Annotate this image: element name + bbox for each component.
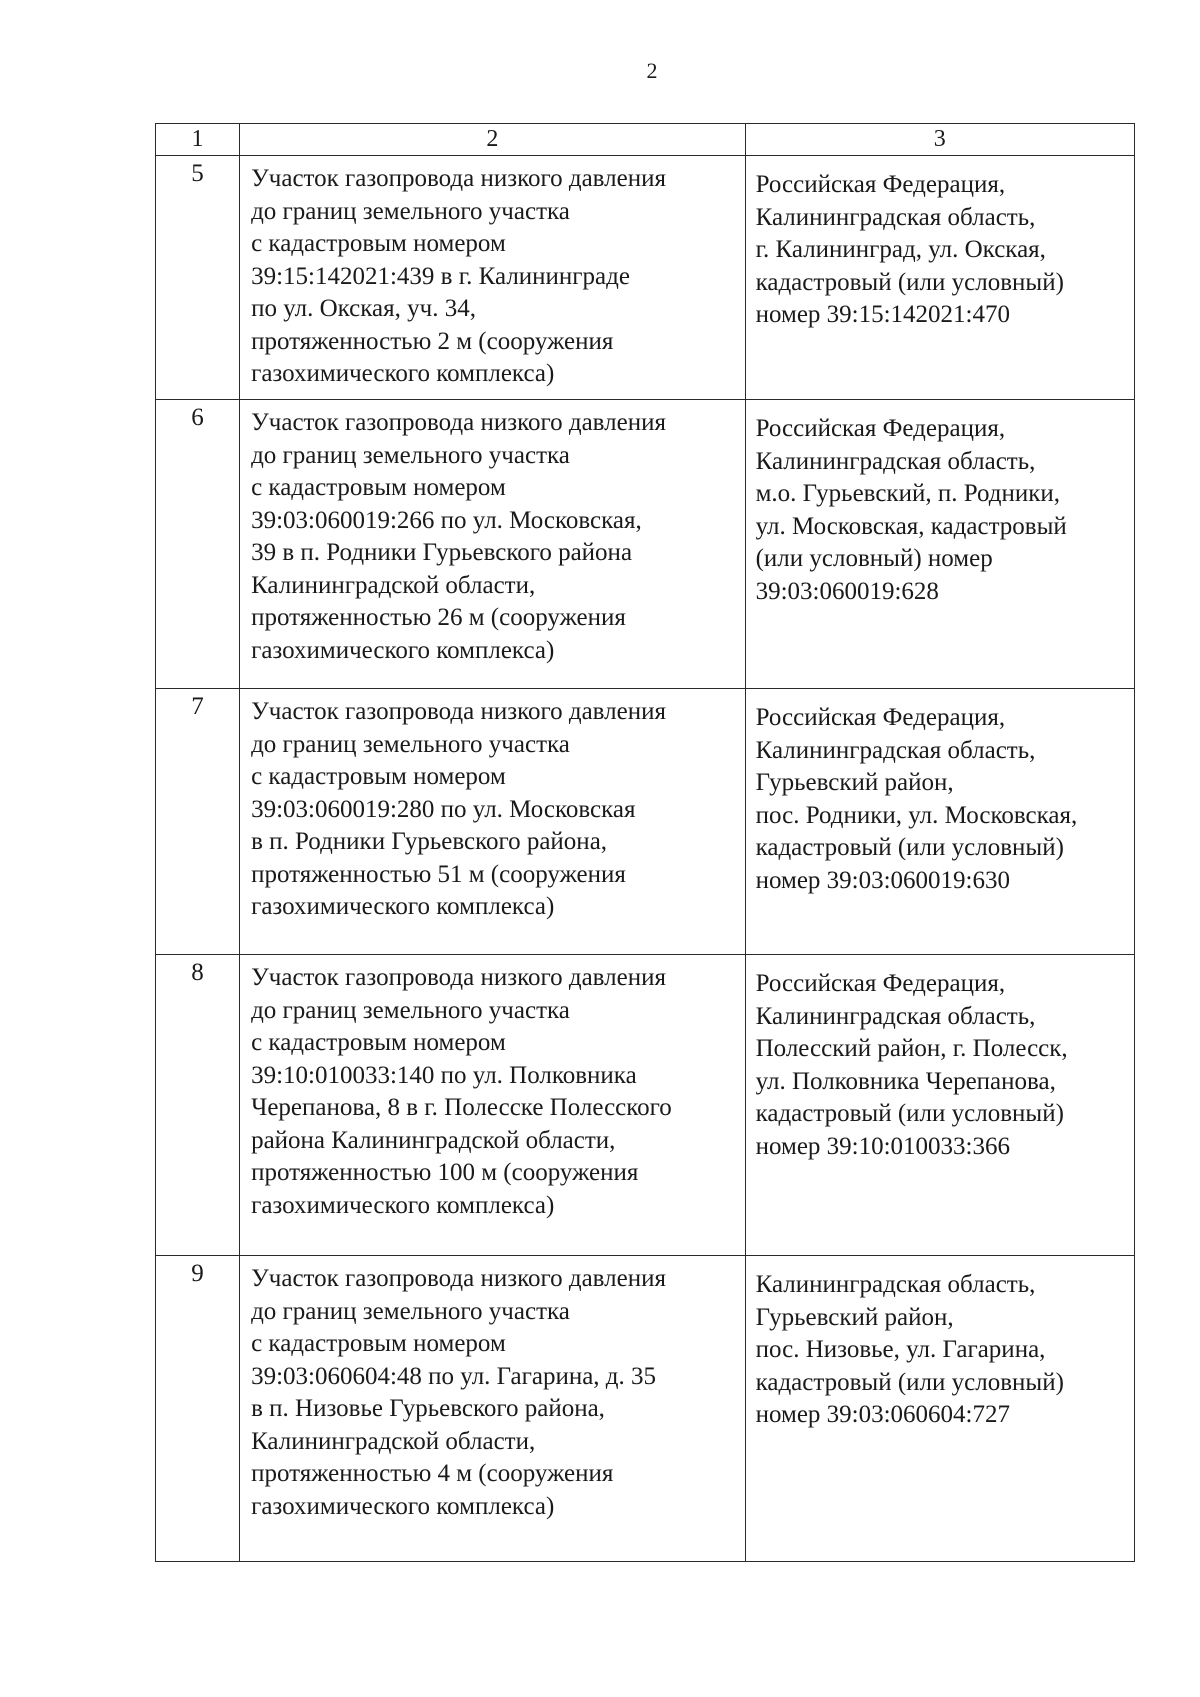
location-line: кадастровый (или условный) bbox=[755, 1368, 1064, 1396]
page-number: 2 bbox=[646, 58, 658, 83]
pipeline-description bbox=[240, 955, 746, 1256]
description-line: 39:03:060019:266 по ул. Московская, bbox=[251, 506, 642, 534]
description-line: 39:03:060604:48 по ул. Гагарина, д. 35 bbox=[251, 1362, 657, 1390]
description-line: с кадастровым номером bbox=[251, 1029, 506, 1056]
table-row bbox=[156, 156, 1135, 400]
table-row bbox=[156, 955, 1135, 1256]
description-line: Черепанова, 8 в г. Полесске Полесского bbox=[251, 1094, 672, 1121]
description-line: газохимического комплекса) bbox=[251, 893, 555, 920]
description-line: протяженностью 2 м (сооружения bbox=[251, 327, 614, 355]
location-line: Калининградская область, bbox=[755, 203, 1036, 231]
description-line: Калининградской области, bbox=[251, 571, 536, 599]
location-line: Российская Федерация, bbox=[755, 704, 1006, 731]
location-description bbox=[745, 689, 1134, 955]
location-line: пос. Низовье, ул. Гагарина, bbox=[755, 1336, 1046, 1363]
location-line: Гурьевский район, bbox=[755, 1303, 954, 1331]
location-line: Российская Федерация, bbox=[755, 970, 1006, 997]
description-line: газохимического комплекса) bbox=[251, 636, 555, 664]
location-line: ул. Московская, кадастровый bbox=[755, 512, 1067, 540]
location-line: (или условный) номер bbox=[755, 545, 993, 572]
table-row bbox=[156, 1256, 1135, 1562]
location-line: Гурьевский район, bbox=[755, 769, 954, 796]
row-number: 6 bbox=[156, 400, 240, 689]
description-line: до границ земельного участка bbox=[251, 1297, 570, 1325]
description-line: Калининградской области, bbox=[251, 1427, 536, 1455]
header-col-3: 3 bbox=[745, 124, 1134, 156]
location-line: пос. Родники, ул. Московская, bbox=[755, 801, 1078, 829]
row-number: 9 bbox=[156, 1256, 240, 1562]
description-line: Участок газопровода низкого давления bbox=[251, 165, 666, 192]
location-line: 39:03:060019:628 bbox=[755, 577, 939, 605]
location-line: Калининградская область, bbox=[755, 736, 1036, 764]
description-line: протяженностью 4 м (сооружения bbox=[251, 1460, 614, 1487]
description-line: с кадастровым номером bbox=[251, 230, 506, 257]
description-line: с кадастровым номером bbox=[251, 474, 506, 501]
header-col-2: 2 bbox=[240, 124, 746, 156]
location-line: Полесский район, г. Полесск, bbox=[755, 1035, 1068, 1062]
location-description bbox=[745, 955, 1134, 1256]
location-line: Калининградская область, bbox=[755, 1271, 1036, 1298]
description-line: протяженностью 100 м (сооружения bbox=[251, 1159, 639, 1186]
location-description bbox=[745, 400, 1134, 689]
description-line: 39:10:010033:140 по ул. Полковника bbox=[251, 1061, 637, 1089]
description-line: до границ земельного участка bbox=[251, 730, 570, 758]
description-line: протяженностью 26 м (сооружения bbox=[251, 604, 626, 631]
table-header-row bbox=[156, 124, 1135, 156]
description-line: Участок газопровода низкого давления bbox=[251, 409, 666, 436]
description-line: района Калининградской области, bbox=[251, 1126, 616, 1154]
pipeline-description bbox=[240, 1256, 746, 1562]
description-line: с кадастровым номером bbox=[251, 763, 506, 790]
location-line: номер 39:15:142021:470 bbox=[755, 301, 1011, 328]
location-line: номер 39:10:010033:366 bbox=[755, 1132, 1011, 1160]
description-line: 39:03:060019:280 по ул. Московская bbox=[251, 795, 636, 823]
description-line: по ул. Окская, уч. 34, bbox=[251, 295, 476, 322]
description-line: до границ земельного участка bbox=[251, 996, 570, 1024]
description-line: протяженностью 51 м (сооружения bbox=[251, 860, 626, 888]
location-line: Калининградская область, bbox=[755, 1002, 1036, 1030]
table-row bbox=[156, 400, 1135, 689]
location-line: номер 39:03:060604:727 bbox=[755, 1401, 1011, 1428]
description-line: в п. Родники Гурьевского района, bbox=[251, 828, 608, 855]
table-row bbox=[156, 689, 1135, 955]
description-line: газохимического комплекса) bbox=[251, 1492, 555, 1520]
pipeline-description bbox=[240, 400, 746, 689]
location-line: ул. Полковника Черепанова, bbox=[755, 1067, 1056, 1095]
row-number: 8 bbox=[156, 955, 240, 1256]
description-line: с кадастровым номером bbox=[251, 1330, 506, 1357]
description-line: до границ земельного участка bbox=[251, 197, 570, 225]
description-line: газохимического комплекса) bbox=[251, 360, 555, 387]
row-number: 5 bbox=[156, 156, 240, 400]
description-line: Участок газопровода низкого давления bbox=[251, 698, 666, 725]
location-line: г. Калининград, ул. Окская, bbox=[755, 236, 1046, 263]
row-number: 7 bbox=[156, 689, 240, 955]
location-line: Калининградская область, bbox=[755, 447, 1036, 475]
description-line: газохимического комплекса) bbox=[251, 1191, 555, 1219]
description-line: в п. Низовье Гурьевского района, bbox=[251, 1395, 605, 1422]
description-line: Участок газопровода низкого давления bbox=[251, 964, 666, 991]
location-description bbox=[745, 156, 1134, 400]
header-col-1: 1 bbox=[156, 124, 240, 156]
pipeline-table bbox=[155, 123, 1135, 1562]
location-line: м.о. Гурьевский, п. Родники, bbox=[755, 480, 1061, 507]
description-line: 39 в п. Родники Гурьевского района bbox=[251, 539, 633, 566]
description-line: до границ земельного участка bbox=[251, 441, 570, 469]
pipeline-description bbox=[240, 156, 746, 400]
location-line: кадастровый (или условный) bbox=[755, 268, 1064, 296]
description-line: 39:15:142021:439 в г. Калининграде bbox=[251, 262, 630, 290]
location-line: Российская Федерация, bbox=[755, 171, 1006, 198]
location-line: Российская Федерация, bbox=[755, 415, 1006, 442]
description-line: Участок газопровода низкого давления bbox=[251, 1265, 666, 1292]
location-line: кадастровый (или условный) bbox=[755, 1100, 1064, 1127]
location-description bbox=[745, 1256, 1134, 1562]
location-line: номер 39:03:060019:630 bbox=[755, 866, 1011, 894]
pipeline-description bbox=[240, 689, 746, 955]
location-line: кадастровый (или условный) bbox=[755, 834, 1064, 861]
